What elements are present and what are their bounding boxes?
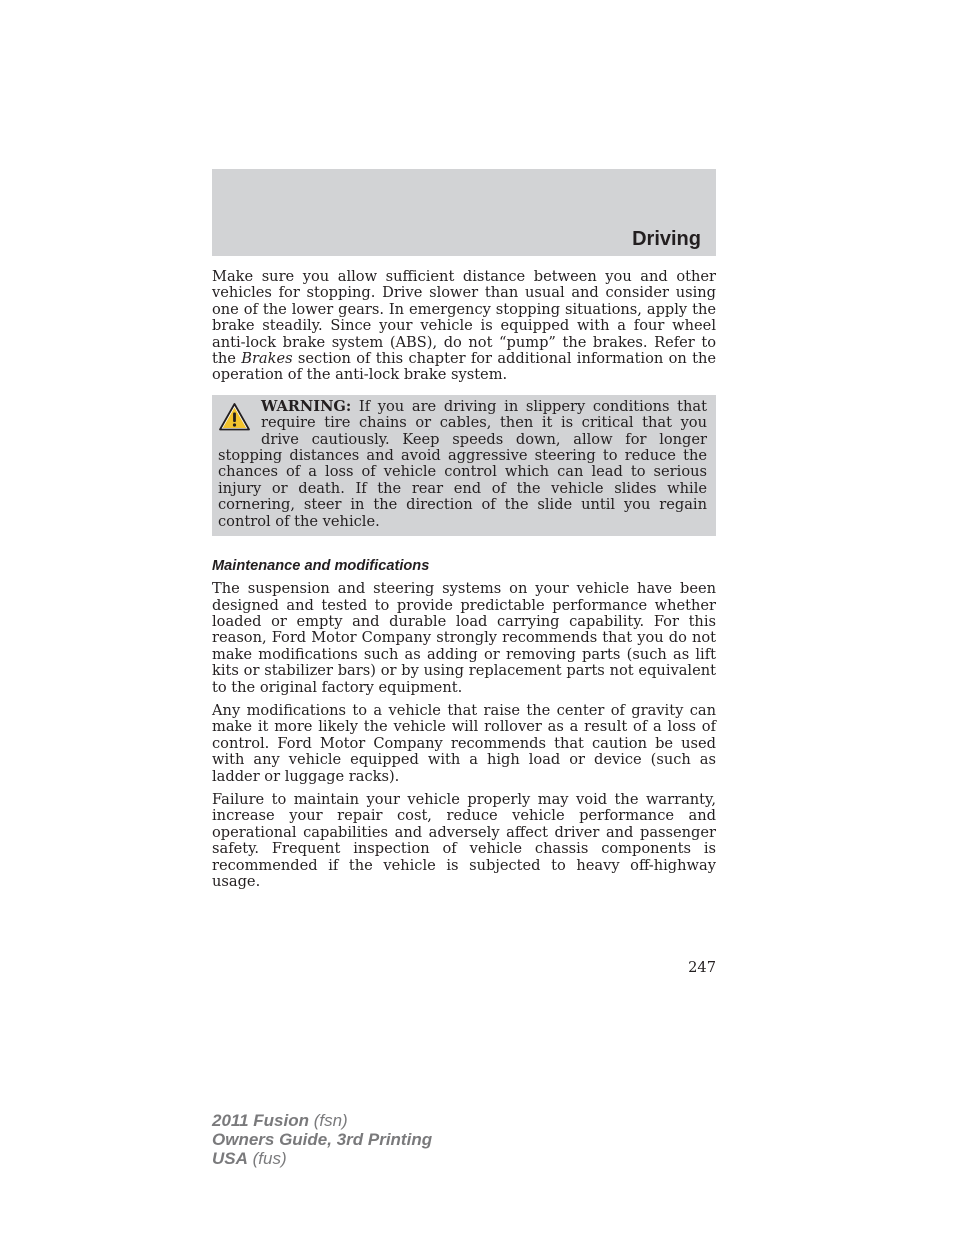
maintenance-paragraph-3: Failure to maintain your vehicle properly may void the warranty, increase your repair cost, reduce vehicle performance and operational capabilities and adversely affect driver and passenger safety. Frequent inspection of vehicle chassis components is recommended if the vehicle is subjected to heavy off-highway usage. <box>212 790 716 890</box>
maintenance-paragraph-1: The suspension and steering systems on your vehicle have been designed and tested to provide predictable performance whether loaded or empty and durable load carrying capability. For this reason, Ford Motor Company strongly recommends that you do not make modifications such as adding or removing parts (such as lift kits or stabilizer bars) or by using replacement parts not equivalent to the original factory equipment. <box>212 580 716 696</box>
footer-market-code: (fus) <box>247 1149 287 1168</box>
warning-body: If you are driving in slippery conditions that require tire chains or cables, then it is critical that you drive cautiously. Keep speeds down, allow for longer stopping distances and avoid aggressive steering to reduce the chances of a loss of vehicle control which can lead to serious injury or death. If the rear end of the vehicle slides while cornering, steer in the direction of the slide until you regain control of the vehicle. <box>218 397 707 530</box>
section-header-band <box>212 169 716 256</box>
warning-label: WARNING: <box>261 397 352 415</box>
footer-market: USA <box>212 1149 248 1168</box>
section-title: Driving <box>632 228 701 250</box>
warning-text <box>218 399 707 530</box>
footer-line-model <box>212 1111 432 1130</box>
maintenance-heading: Maintenance and modifications <box>212 558 430 575</box>
page-content <box>212 269 716 897</box>
maintenance-paragraph-2: Any modifications to a vehicle that raise the center of gravity can make it more likely the vehicle will rollover as a result of a loss of control. Ford Motor Company recommends that caution be used with any vehicle equipped with a high load or device (such as ladder or luggage racks). <box>212 701 716 785</box>
brakes-reference: Brakes <box>241 350 293 368</box>
intro-text-end: section of this chapter for additional information on the operation of the anti-lock brake system. <box>212 350 716 384</box>
footer-model: 2011 Fusion <box>212 1111 309 1130</box>
footer-guide: Owners Guide, 3rd Printing <box>212 1130 433 1149</box>
intro-paragraph <box>212 269 716 384</box>
warning-box <box>212 395 716 536</box>
warning-triangle-icon <box>218 402 251 432</box>
footer-model-code: (fsn) <box>309 1111 348 1130</box>
intro-text-start: Make sure you allow sufficient distance between you and other vehicles for stopping. Drive slower than usual and consider using one of the lower gears. In emergency stopping situations, apply the brake steadily. Since your vehicle is equipped with a four wheel anti-lock brake system (ABS), do not “pump” the brakes. Refer to the <box>212 268 716 368</box>
page-number: 247 <box>688 959 716 976</box>
footer-line-market <box>212 1149 432 1168</box>
document-footer <box>212 1111 432 1168</box>
footer-line-guide <box>212 1130 432 1149</box>
